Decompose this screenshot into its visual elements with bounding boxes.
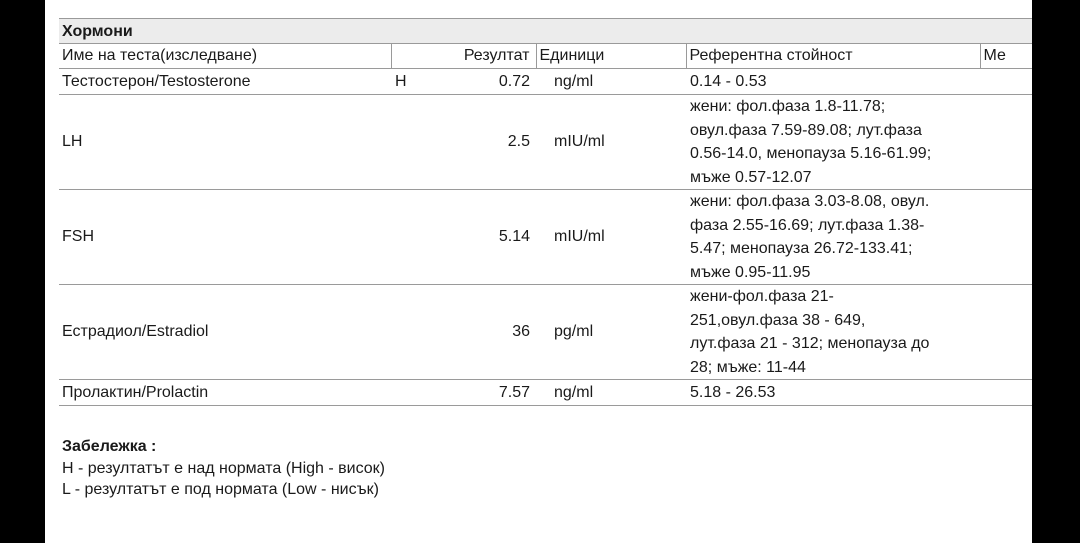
note-title: Забележка : [62,438,157,455]
reference-line: 5.18 - 26.53 [690,383,776,401]
reference-line: мъже 0.95-11.95 [690,263,811,281]
table-row [59,190,1032,285]
table-header-row [59,44,1032,69]
reference-cell [686,285,980,380]
units-cell: ng/ml [554,383,594,401]
hormones-section [59,18,1032,406]
section-title: Хормони [59,19,1032,44]
reference-line: мъже 0.57-12.07 [690,168,812,186]
result-value: 36 [391,285,536,380]
table-row [59,285,1032,380]
units-cell: mIU/ml [536,190,686,285]
reference-cell [686,69,980,95]
table-row [59,95,1032,190]
method-cell [980,69,1032,95]
test-name-text: Тестостерон/Testosterone [62,72,251,90]
result-value: 7.57 [498,383,530,401]
note-line: L - резултатът е под нормата (Low - нисък) [62,481,379,498]
test-name: Естрадиол/Estradiol [59,285,391,380]
reference-cell [686,190,980,285]
units-cell: ng/ml [536,69,686,95]
reference-line: жени: фол.фаза 3.03-8.08, овул. [690,193,930,210]
reference-line: 251,овул.фаза 38 - 649, [690,311,866,329]
col-header-result: Резултат [391,44,536,69]
flag-badge: H [395,72,407,90]
reference-line: лут.фаза 21 - 312; менопауза до [690,335,930,352]
reference-line: 5.47; менопауза 26.72-133.41; [690,240,913,257]
test-name: Пролактин/Prolactin [62,383,209,401]
result-value: 5.14 [391,190,536,285]
reference-line: жени: фол.фаза 1.8-11.78; [690,98,886,115]
col-header-name: Име на теста(изследване) [59,44,391,69]
col-header-method: Ме [980,44,1032,69]
reference-line: жени-фол.фаза 21- [690,288,834,305]
reference-line: 0.56-14.0, менопауза 5.16-61.99; [690,145,932,162]
reference-line: овул.фаза 7.59-89.08; лут.фаза [690,121,922,139]
result-value: 0.72 [498,72,530,90]
test-name [59,69,391,95]
table-row [59,380,1032,406]
col-header-reference: Референтна стойност [686,44,980,69]
reference-line: 28; мъже: 11-44 [690,358,806,376]
result-cell [391,69,536,95]
method-cell [980,190,1032,285]
method-cell [980,285,1032,380]
method-cell [980,95,1032,190]
note-line: H - резултатът е над нормата (High - висок) [62,460,385,477]
reference-line: фаза 2.55-16.69; лут.фаза 1.38- [690,216,925,234]
test-name: LH [59,95,391,190]
reference-cell [686,380,980,406]
units-cell: pg/ml [536,285,686,380]
reference-line: 0.14 - 0.53 [690,72,767,90]
reference-cell [686,95,980,190]
result-value: 2.5 [391,95,536,190]
units-cell: mIU/ml [536,95,686,190]
col-header-units: Единици [536,44,686,69]
results-table [59,44,1032,405]
method-cell [980,380,1032,406]
table-row [59,69,1032,95]
test-name: FSH [59,190,391,285]
report-page [45,0,1032,543]
legend-note [62,436,385,500]
